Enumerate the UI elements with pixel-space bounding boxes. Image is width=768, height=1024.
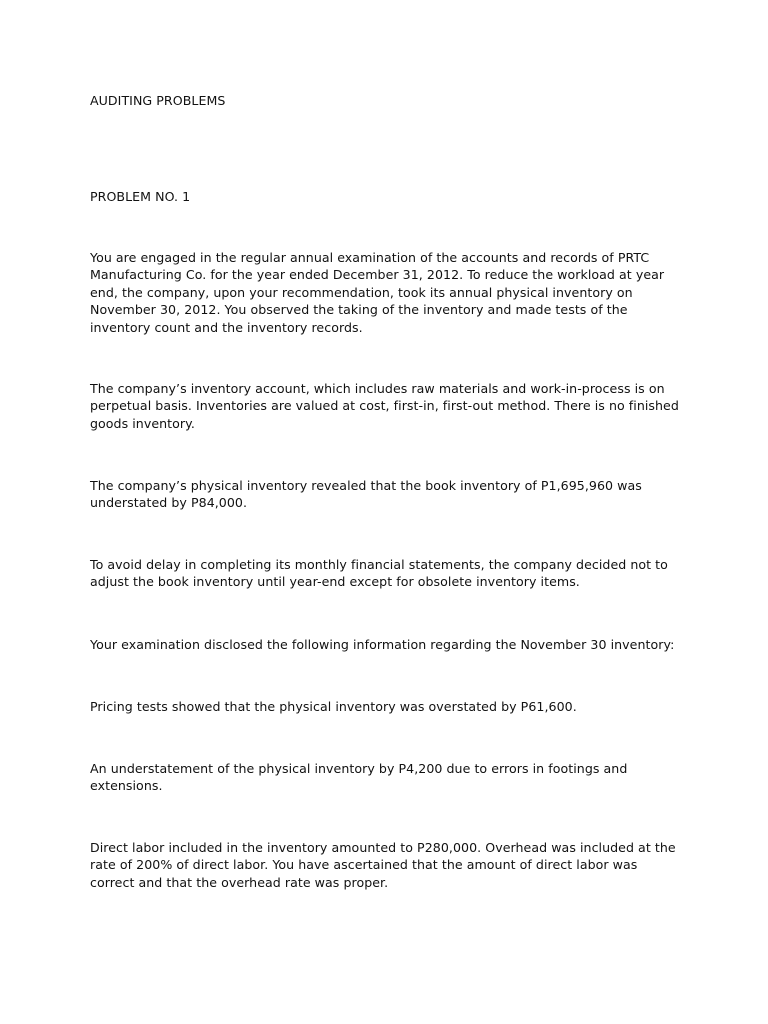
paragraph-physical-inventory: The company’s physical inventory revealed that the book inventory of P1,695,960 was understated by P84,000.: [90, 478, 642, 511]
paragraph-pricing-tests: Pricing tests showed that the physical inventory was overstated by P61,600.: [90, 699, 577, 714]
paragraph-examination-intro: Your examination disclosed the following information regarding the November 30 inventory:: [90, 637, 675, 652]
document-title: AUDITING PROBLEMS: [90, 93, 226, 108]
paragraph-inventory-account: The company’s inventory account, which includes raw materials and work-in-process is on perpetual basis. Inventories are valued at cost, first-in, first-out method. There is no finished goods inventory.: [90, 381, 679, 431]
problem-heading: PROBLEM NO. 1: [90, 189, 191, 204]
paragraph-engagement: You are engaged in the regular annual examination of the accounts and records of PRTC Manufacturing Co. for the year ended December 31, 2012. To reduce the workload at year end, the company, upon your recommendation, took its annual physical inventory on November 30, 2012. You observed the taking of the inventory and made tests of the inventory count and the inventory records.: [90, 250, 665, 335]
paragraph-footing-errors: An understatement of the physical inventory by P4,200 due to errors in footings and extensions.: [90, 761, 628, 794]
paragraph-adjustment-policy: To avoid delay in completing its monthly financial statements, the company decided not to adjust the book inventory until year-end except for obsolete inventory items.: [90, 557, 668, 590]
paragraph-direct-labor: Direct labor included in the inventory amounted to P280,000. Overhead was included at the rate of 200% of direct labor. You have ascertained that the amount of direct labor was correct and that the overhead rate was proper.: [90, 840, 676, 890]
